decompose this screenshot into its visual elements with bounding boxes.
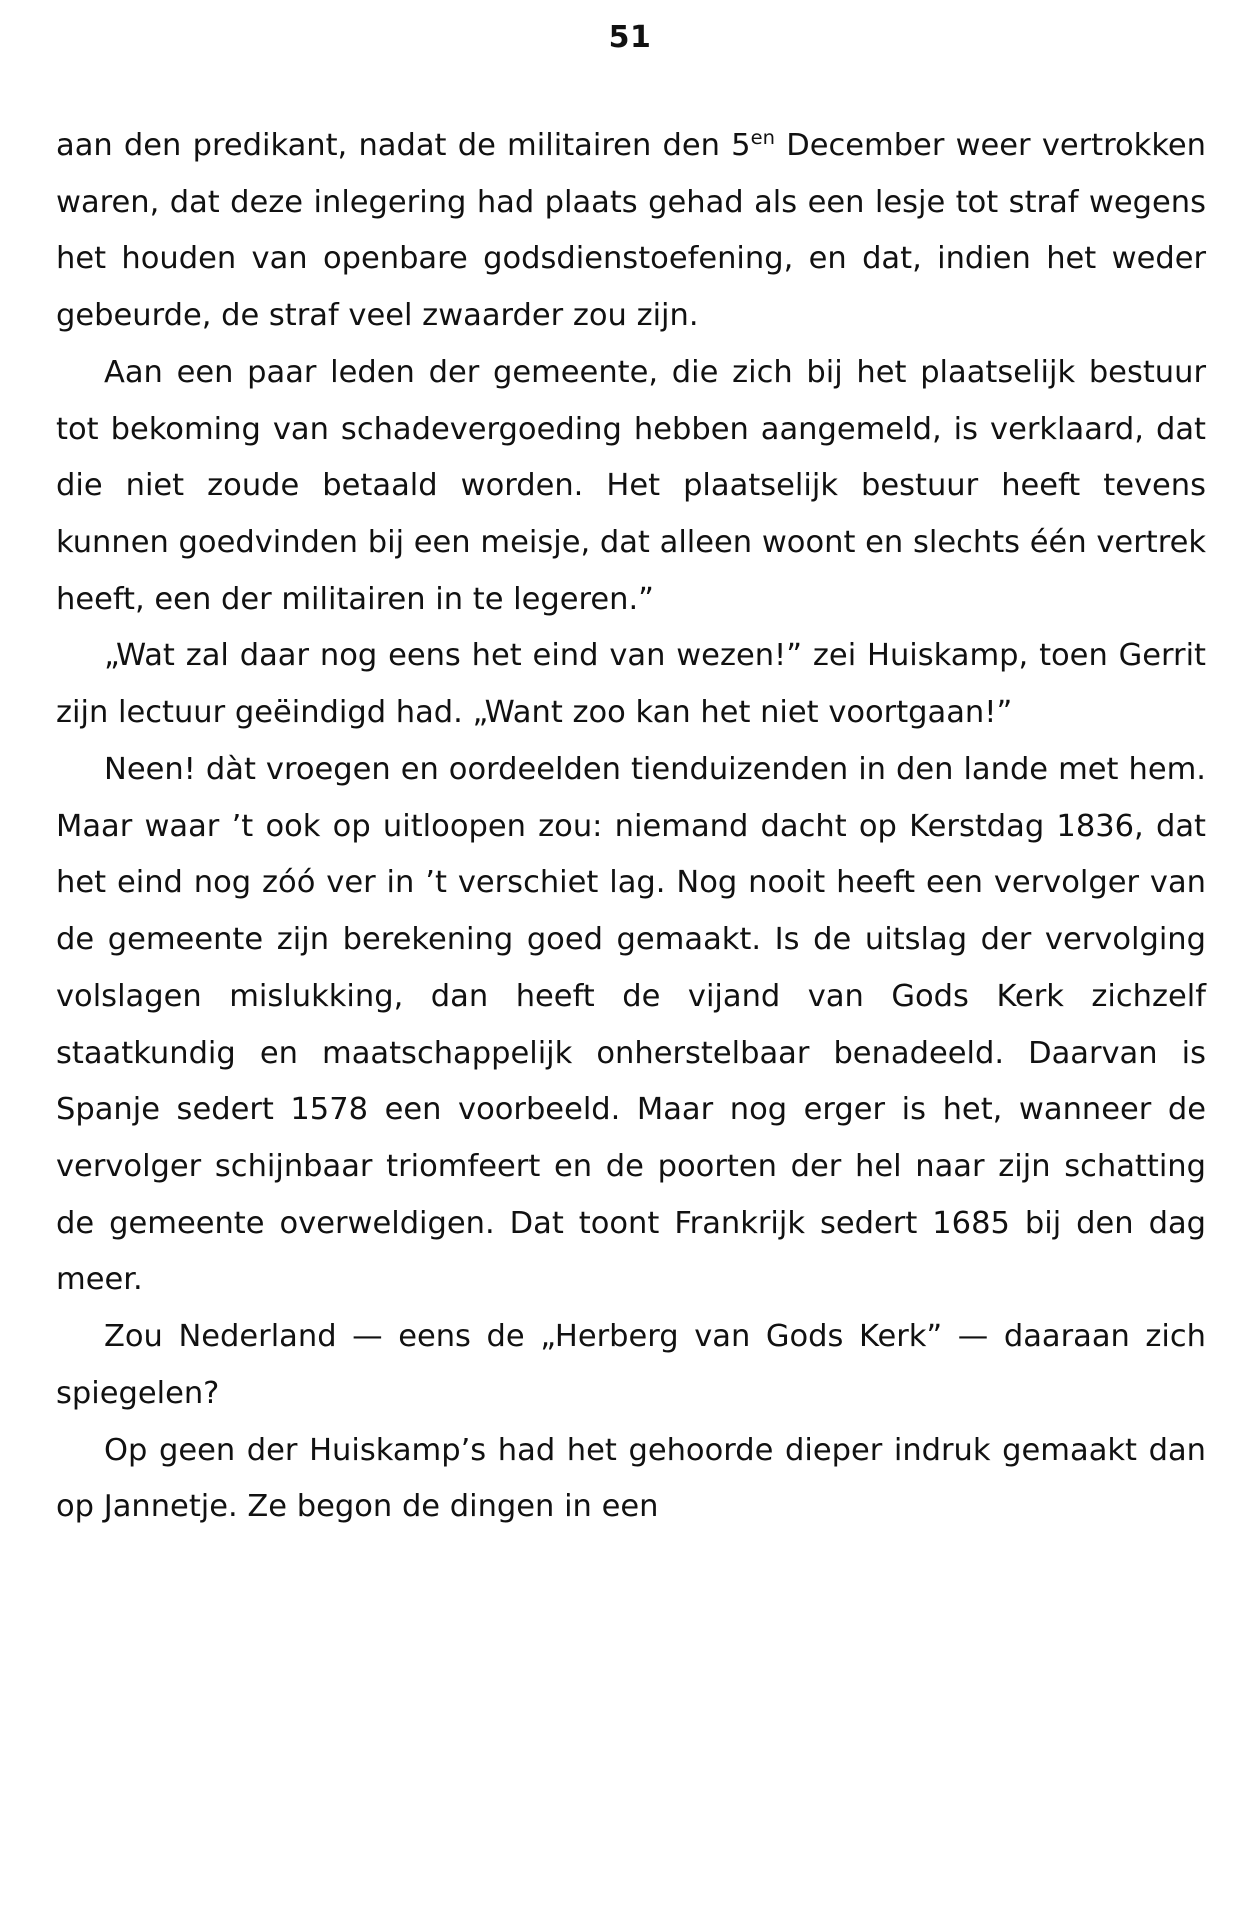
paragraph xyxy=(56,345,1206,629)
text-run: December weer vertrokken waren, dat deze inlegering had plaats gehad als een lesje tot straf wegens het houden van openbare godsdienstoefening, en dat, indien het weder gebeurde, de straf veel zwaarder zou zijn. xyxy=(56,128,1206,334)
paragraph xyxy=(56,742,1206,1309)
text-run: Neen! dàt vroegen en oordeelden tienduizenden in den lande met hem. Maar waar ’t ook op uitloopen zou: niemand dacht op Kerstdag 1836, dat het eind nog zóó ver in ’t verschiet lag. Nog nooit heeft een vervolger van de gemeente zijn berekening goed gemaakt. Is de uitslag der vervolging volslagen mislukking, dan heeft de vijand van Gods Kerk zichzelf staatkundig en maatschappelijk onherstelbaar benadeeld. Daarvan is Spanje sedert 1578 een voorbeeld. Maar nog erger is het, wanneer de vervolger schijnbaar triomfeert en de poorten der hel naar zijn schatting de gemeente overweldigen. Dat toont Frankrijk sedert 1685 bij den dag meer. xyxy=(56,751,1206,1298)
text-run: Aan een paar leden der gemeente, die zich bij het plaatselijk bestuur tot bekoming van schadevergoeding hebben aangemeld, is verklaard, dat die niet zoude betaald worden. Het plaatselijk bestuur heeft tevens kunnen goedvinden bij een meisje, dat alleen woont en slechts één vertrek heeft, een der militairen in te legeren.” xyxy=(56,354,1206,617)
paragraph xyxy=(56,1423,1206,1536)
paragraph xyxy=(56,118,1206,345)
page-number: 51 xyxy=(608,20,652,55)
text-run: „Wat zal daar nog eens het eind van wezen!” zei Huiskamp, toen Gerrit zijn lectuur geëindigd had. „Want zoo kan het niet voortgaan!” xyxy=(56,638,1206,731)
text-run: Zou Nederland — eens de „Herberg van Gods Kerk” — daaraan zich spiegelen? xyxy=(56,1319,1206,1411)
ordinal-suffix: en xyxy=(750,125,775,149)
paragraph xyxy=(56,628,1206,741)
page-body-text xyxy=(56,118,1206,1536)
text-run: aan den predikant, nadat de militairen den 5 xyxy=(56,128,751,163)
paragraph xyxy=(56,1309,1206,1422)
text-run: Op geen der Huiskamp’s had het gehoorde dieper indruk gemaakt dan op Jannetje. Ze begon de dingen in een xyxy=(56,1432,1206,1525)
